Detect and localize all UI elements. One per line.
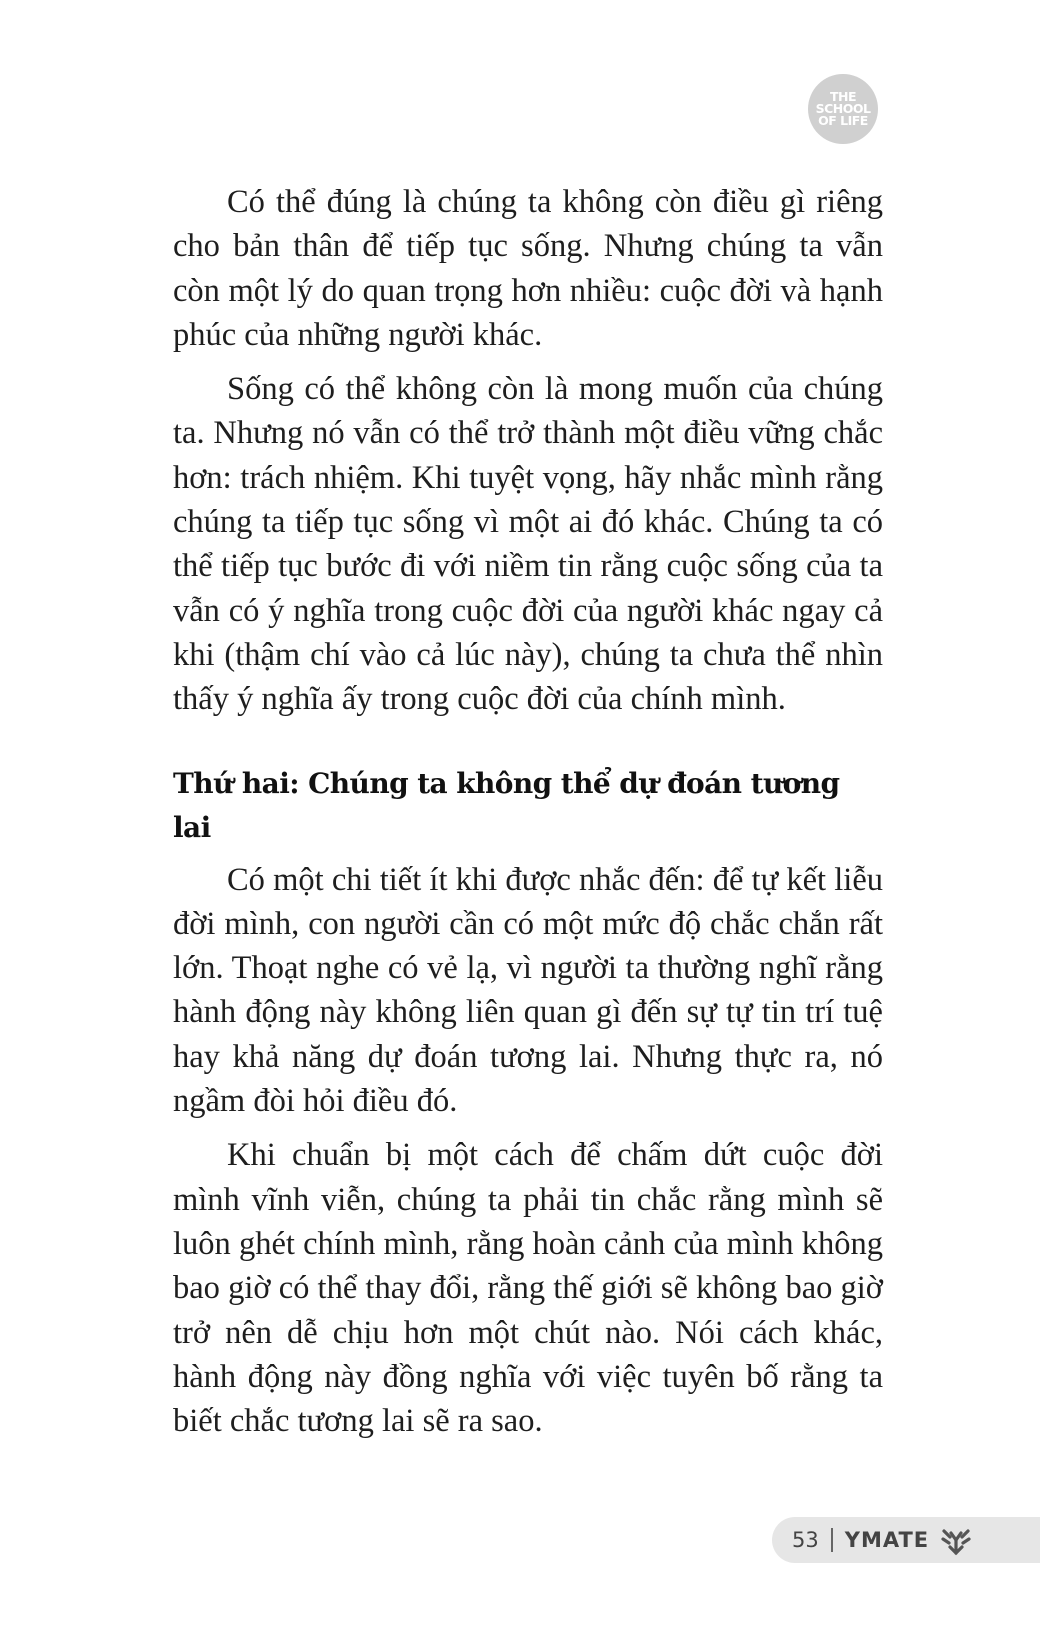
paragraph-4: Khi chuẩn bị một cách để chấm dứt cuộc đời mình vĩnh viễn, chúng ta phải tin chắc rằng mình sẽ luôn ghét chính mình, rằng hoàn cảnh của mình không bao giờ có thể thay đổi, rằng thế giới sẽ không bao giờ trở nên dễ chịu hơn một chút nào. Nói cách khác, hành động này đồng nghĩa với việc tuyên bố rằng ta biết chắc tương lai sẽ ra sao. xyxy=(173,1137,883,1440)
ymate-logo-icon xyxy=(939,1523,973,1557)
section-heading: Thứ hai: Chúng ta không thể dự đoán tương lai xyxy=(173,766,840,844)
footer-divider xyxy=(831,1528,833,1552)
school-of-life-logo xyxy=(808,74,878,144)
logo-line-3: OF LIFE xyxy=(818,113,868,128)
paragraph-3: Có một chi tiết ít khi được nhắc đến: để tự kết liễu đời mình, con người cần có một mức độ chắc chắn rất lớn. Thoạt nghe có vẻ lạ, vì người ta thường nghĩ rằng hành động này không liên quan gì đến sự tự tin trí tuệ hay khả năng dự đoán tương lai. Nhưng thực ra, nó ngầm đòi hỏi điều đó. xyxy=(173,861,883,1120)
page-number: 53 xyxy=(792,1528,819,1552)
paragraph-1: Có thể đúng là chúng ta không còn điều gì riêng cho bản thân để tiếp tục sống. Nhưng chúng ta vẫn còn một lý do quan trọng hơn nhiều: cuộc đời và hạnh phúc của những người khác. xyxy=(173,184,883,353)
page-body xyxy=(173,180,883,1453)
logo-line-2: SCHOOL xyxy=(815,101,871,116)
paragraph-2: Sống có thể không còn là mong muốn của chúng ta. Nhưng nó vẫn có thể trở thành một điều vững chắc hơn: trách nhiệm. Khi tuyệt vọng, hãy nhắc mình rằng chúng ta tiếp tục sống vì một ai đó khác. Chúng ta có thể tiếp tục bước đi với niềm tin rằng cuộc sống của ta vẫn có ý nghĩa trong cuộc đời của người khác ngay cả khi (thậm chí vào cả lúc này), chúng ta chưa thể nhìn thấy ý nghĩa ấy trong cuộc đời của chính mình. xyxy=(173,371,883,718)
page-footer xyxy=(772,1517,1040,1563)
logo-line-1: THE xyxy=(829,89,857,104)
brand-name: YMATE xyxy=(844,1528,930,1552)
